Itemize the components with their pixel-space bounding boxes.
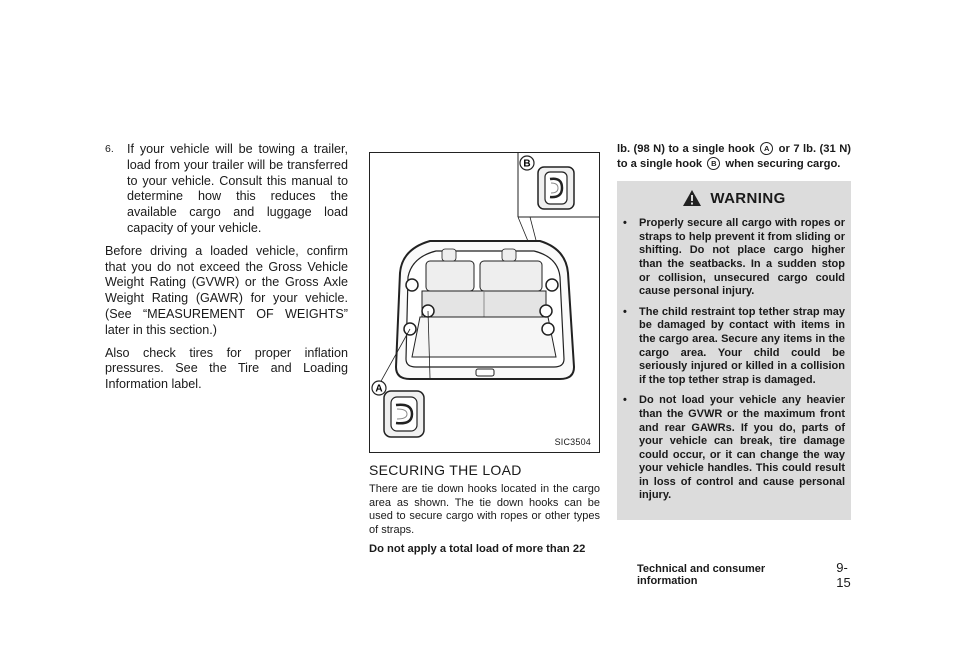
bullet: • [623,217,627,230]
gvwr-paragraph: Before driving a loaded vehicle, confirm that you do not exceed the Gross Vehicle Weight Rating (GVWR) or the Gross Axle Weight Rating (GAWR) for your vehicle. (See “MEASUREMENT OF WEIGHTS” later in this section.) [105,243,348,337]
section-title: SECURING THE LOAD [369,462,522,478]
continuation-text-1: lb. (98 N) to a single hook [617,143,755,155]
warning-text: Do not load your vehicle any heavier than the GVWR or the maximum front and rear GAWRs. If you do, parts of your vehicle can break, tire damage could occur, or it can change the way your vehicle handles. This could result in loss of control and cause personal injury. [639,394,845,502]
section-body: There are tie down hooks located in the cargo area as shown. The tie down hooks can be used to secure cargo with ropes or other types of straps. [369,483,600,536]
right-column [617,142,851,520]
hook-a-detail [384,391,424,437]
bullet: • [623,305,627,318]
cargo-hooks-figure [369,152,600,453]
load-limit-lead: Do not apply a total load of more than 22 [369,543,586,556]
step-6 [105,142,348,237]
callout-a: A [375,383,383,395]
cargo-area-illustration [370,153,599,452]
continuation-text-2: or 7 lb. (31 N) to a single hook [617,143,852,170]
figure-code: SIC3504 [554,437,591,447]
warning-item [623,217,845,299]
left-column [105,142,348,400]
page-number: 9-15 [836,560,851,590]
marker-a: A [760,142,773,155]
step-text: If your vehicle will be towing a trailer, load from your trailer will be transferred to your vehicle. Consult this manual to determine how this reduces the available cargo and luggage load capacity of your vehicle. [127,142,348,235]
page-footer [637,560,862,590]
marker-b: B [707,157,720,170]
continuation-text-3: when securing cargo. [725,157,841,170]
warning-item [623,394,845,503]
warning-item [623,306,845,388]
warning-title: WARNING [710,189,786,207]
warning-triangle-icon [682,189,702,207]
hook-b-detail [538,167,574,209]
tire-paragraph: Also check tires for proper inflation pressures. See the Tire and Loading Information label. [105,345,348,392]
middle-column [369,152,600,557]
warning-text: Properly secure all cargo with ropes or straps to help prevent it from sliding or shifting. Do not place cargo higher than the seatbacks. In a sudden stop or collision, unsecured cargo could cause personal injury. [639,217,845,298]
load-limit-continuation [617,142,851,171]
step-number: 6. [105,143,114,155]
callout-b: B [523,158,531,170]
warning-box [617,181,851,520]
footer-section-name: Technical and consumer information [637,563,766,587]
bullet: • [623,394,627,407]
warning-text: The child restraint top tether strap may be damaged by contact with items in the cargo area. Secure any items in the cargo area. Your child could be seriously injured or killed in a collision if the top tether strap is damaged. [639,305,845,386]
warning-header [623,189,845,207]
